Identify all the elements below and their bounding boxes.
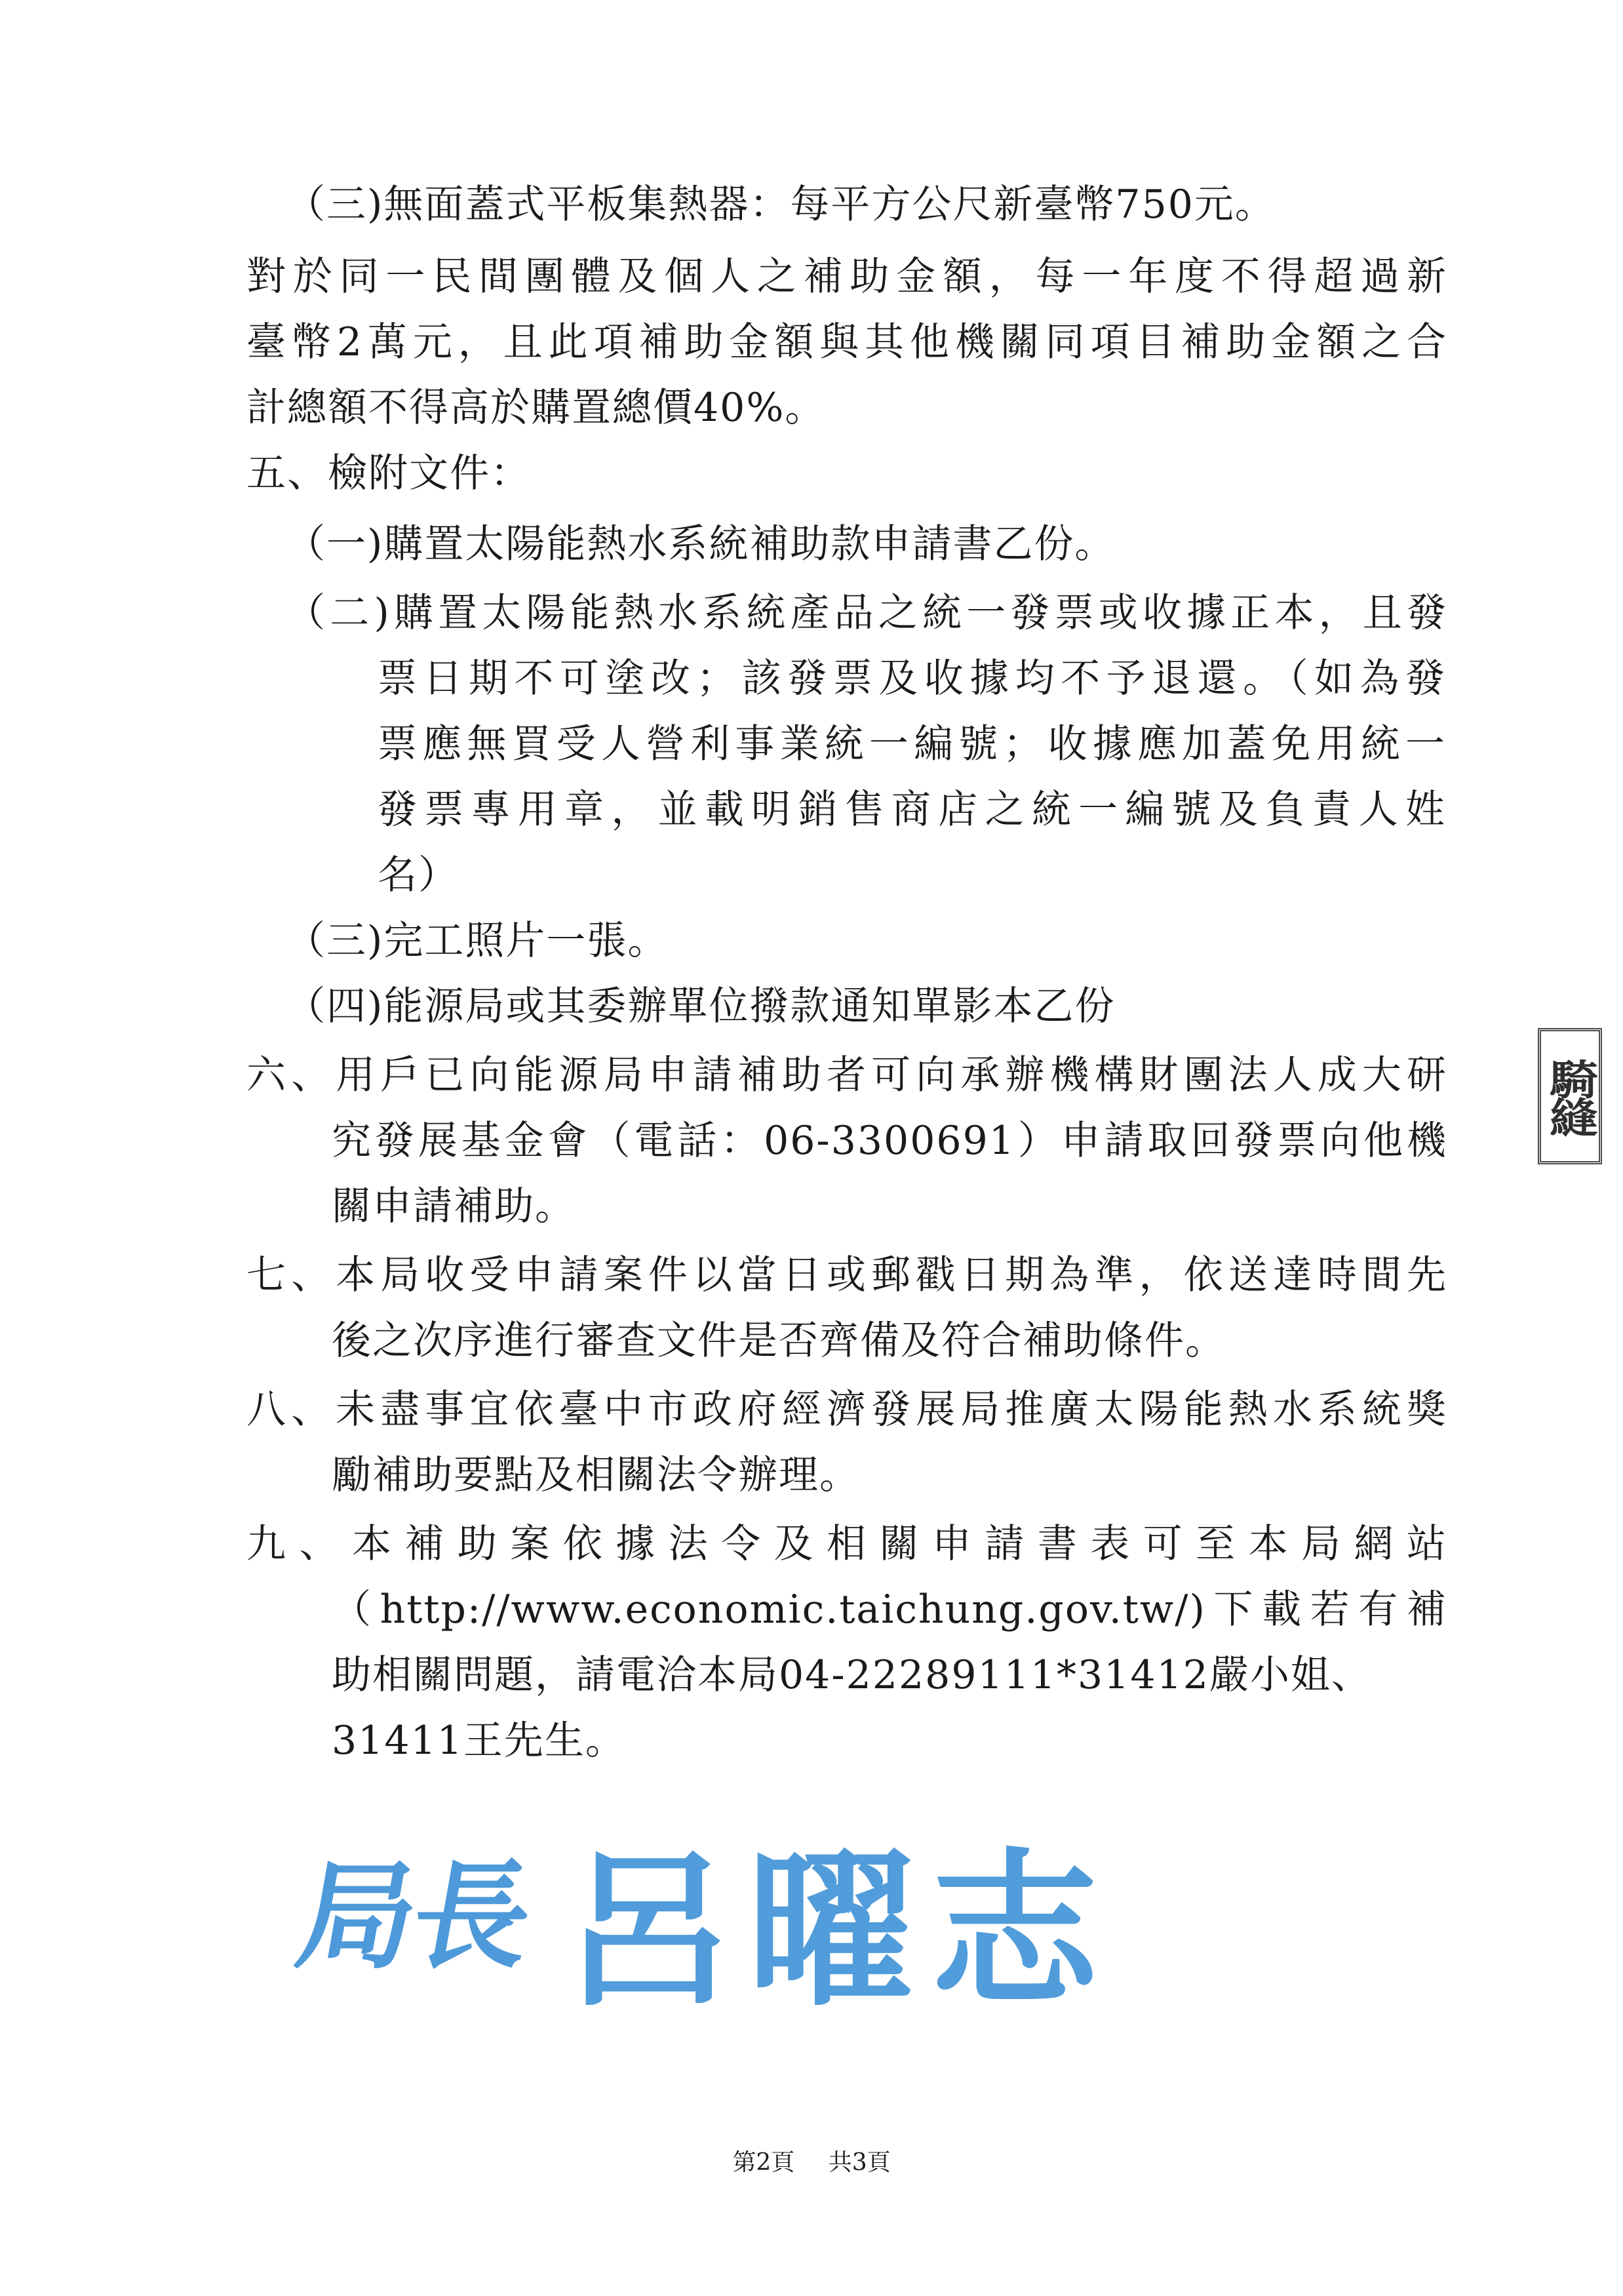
signature-name: 呂曜志 <box>564 1834 1115 2029</box>
text-line: 助相關問題，請電洽本局04-22289111*31412嚴小姐、 <box>332 1652 1372 1698</box>
signature-title: 局長 <box>288 1849 540 1985</box>
text-line: 臺幣2萬元，且此項補助金額與其他機關同項目補助金額之合 <box>246 319 1447 365</box>
text-line: 計總額不得高於購置總價40%。 <box>246 385 826 431</box>
text-line: （一)購置太陽能熱水系統補助款申請書乙份。 <box>286 521 1116 567</box>
text-line: 九、本補助案依據法令及相關申請書表可至本局網站 <box>246 1521 1447 1567</box>
text-line: 關申請補助。 <box>332 1183 576 1229</box>
page-total: 共3頁 <box>828 2149 891 2176</box>
text-line: （四)能源局或其委辦單位撥款通知單影本乙份 <box>286 983 1116 1029</box>
text-line: （http://www.economic.taichung.gov.tw/)下載若有補 <box>332 1587 1447 1633</box>
page-number: 第2頁 <box>732 2149 795 2176</box>
text-line: 勵補助要點及相關法令辦理。 <box>332 1452 860 1498</box>
text-line: （二)購置太陽能熱水系統產品之統一發票或收據正本，且發 <box>286 590 1447 636</box>
text-line: 名） <box>378 852 459 898</box>
text-line: 八、未盡事宜依臺中市政府經濟發展局推廣太陽能熱水系統獎 <box>246 1387 1447 1433</box>
seam-seal-stamp <box>1538 1028 1602 1164</box>
text-line: 後之次序進行審查文件是否齊備及符合補助條件。 <box>332 1318 1226 1364</box>
text-line: 票日期不可塗改；該發票及收據均不予退還。（如為發 <box>378 656 1447 702</box>
seal-text: 騎縫 <box>1542 1058 1598 1134</box>
section-heading: 五、檢附文件： <box>246 450 531 496</box>
text-line: 究發展基金會（電話：06-3300691）申請取回發票向他機 <box>332 1118 1447 1164</box>
text-line: 31411王先生。 <box>332 1718 626 1764</box>
text-line: 票應無買受人營利事業統一編號；收據應加蓋免用統一 <box>378 721 1447 767</box>
text-line: （三)完工照片一張。 <box>286 918 669 964</box>
text-line: 六、用戶已向能源局申請補助者可向承辦機構財團法人成大研 <box>246 1052 1447 1098</box>
text-line: 對於同一民間團體及個人之補助金額，每一年度不得超過新 <box>246 254 1447 300</box>
page-footer <box>0 2144 1623 2177</box>
text-line: （三)無面蓋式平板集熱器：每平方公尺新臺幣750元。 <box>286 182 1276 228</box>
text-line: 發票專用章，並載明銷售商店之統一編號及負責人姓 <box>378 787 1447 833</box>
text-line: 七、本局收受申請案件以當日或郵戳日期為準，依送達時間先 <box>246 1252 1447 1298</box>
signature-stamp <box>288 1796 1127 2029</box>
